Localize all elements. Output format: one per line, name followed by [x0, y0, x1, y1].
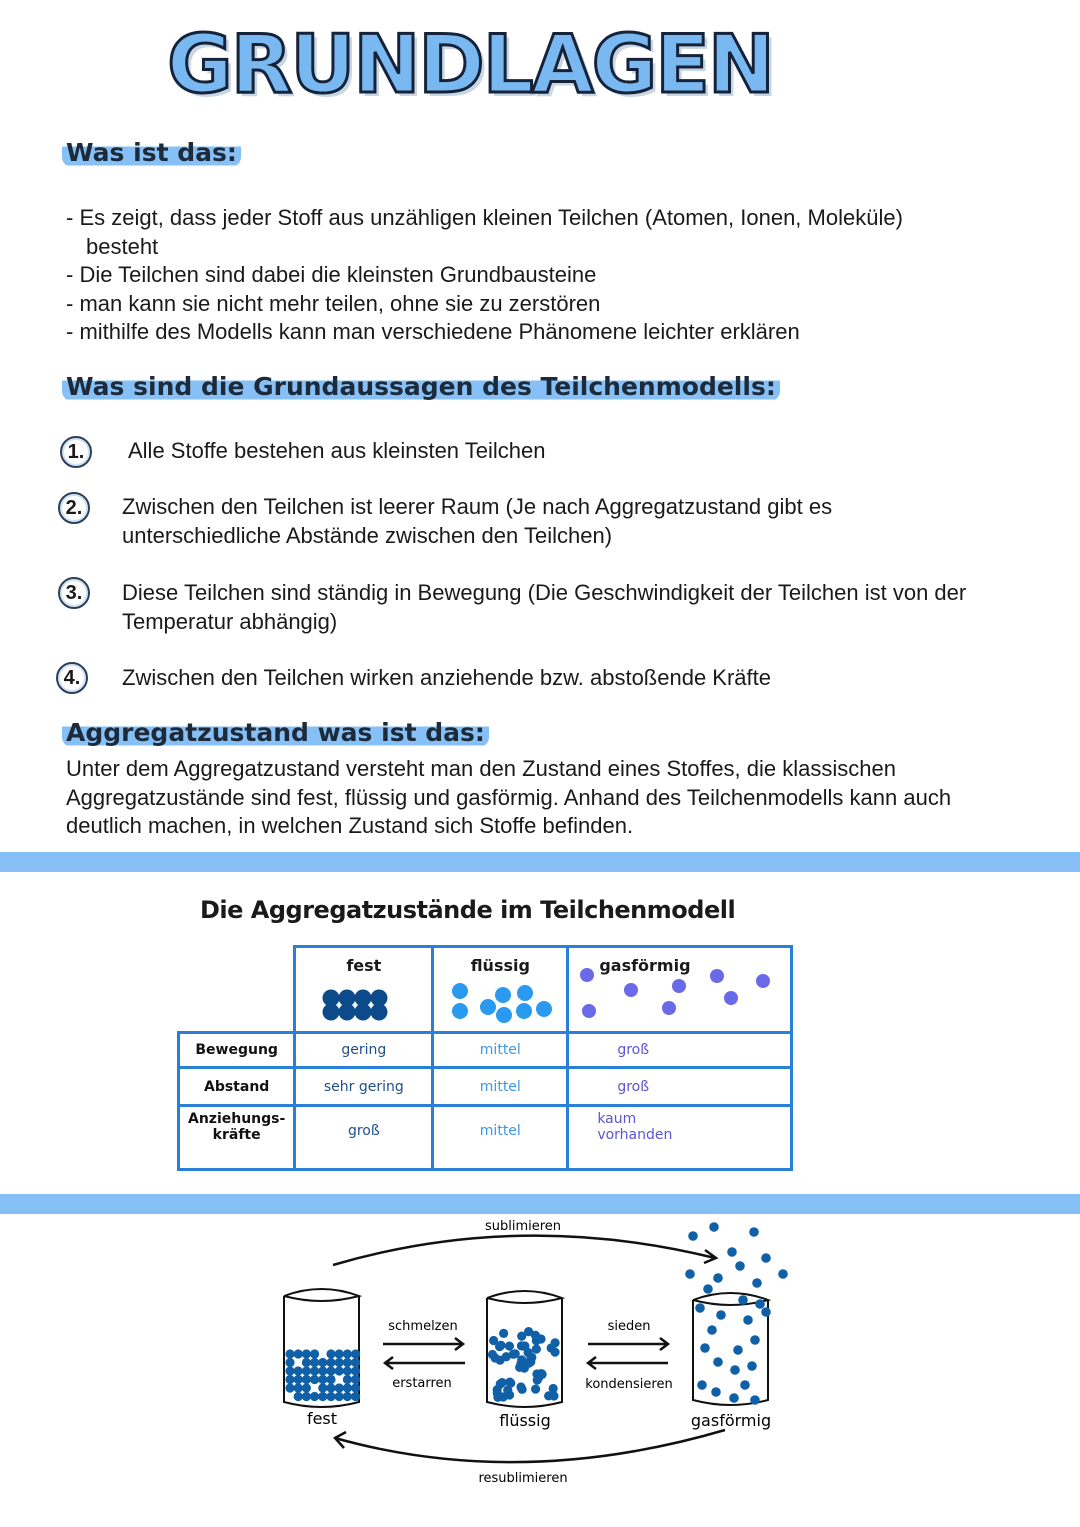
- particle: [294, 1349, 303, 1358]
- particle: [302, 1358, 311, 1367]
- particle: [582, 1004, 596, 1018]
- particle: [302, 1366, 311, 1375]
- number-badge: 3.: [58, 577, 90, 609]
- sublimieren-arrow: [333, 1236, 715, 1265]
- particle: [310, 1366, 319, 1375]
- particle: [318, 1383, 327, 1392]
- particle: [707, 1325, 717, 1335]
- heading-basic-statements: Was sind die Grundaussagen des Teilchenmodells:: [62, 372, 780, 401]
- particle: [452, 983, 468, 999]
- particle: [343, 1349, 352, 1358]
- particle: [685, 1269, 695, 1279]
- table-row: Abstand sehr gering mittel groß: [179, 1068, 792, 1106]
- particle: [326, 1358, 335, 1367]
- particle: [335, 1383, 344, 1392]
- particle: [285, 1366, 294, 1375]
- particle: [747, 1361, 757, 1371]
- number-badge: 4.: [56, 662, 88, 694]
- aggregate-state-text: Unter dem Aggregatzustand versteht man den Zustand eines Stoffes, die klassischen Aggregatzustände sind fest, flüssig und gasförmig. Anhand des Teilchenmodells kann auch deutlich machen, in welchen Zustand sich Stoffe befinden.: [66, 756, 952, 838]
- sieden-arrow: [588, 1338, 668, 1350]
- particle: [351, 1366, 360, 1375]
- particle: [343, 1392, 352, 1401]
- particle: [302, 1383, 311, 1392]
- particle: [499, 1329, 508, 1338]
- particle: [294, 1392, 303, 1401]
- particle: [318, 1358, 327, 1367]
- particle: [489, 1336, 498, 1345]
- particle: [534, 1373, 543, 1382]
- particle: [531, 1385, 540, 1394]
- table-row: Anziehungs-kräfte groß mittel kaum vorhanden: [179, 1106, 792, 1170]
- particle: [326, 1392, 335, 1401]
- solid-particles-icon: [321, 988, 391, 1023]
- particle: [480, 999, 496, 1015]
- particle: [724, 991, 738, 1005]
- label-sublimieren: sublimieren: [484, 1219, 562, 1234]
- particle: [756, 974, 770, 988]
- particle: [749, 1227, 759, 1237]
- particle: [703, 1284, 713, 1294]
- kondensieren-arrow: [588, 1357, 668, 1369]
- statement-text: Zwischen den Teilchen ist leerer Raum (Je nach Aggregatzustand gibt es unterschiedliche Abstände zwischen den Teilchen): [122, 494, 833, 548]
- particle: [743, 1315, 753, 1325]
- statement-text: Diese Teilchen sind ständig in Bewegung (Die Geschwindigkeit der Teilchen ist von der Temperatur abhängig): [122, 580, 967, 634]
- particle: [302, 1349, 311, 1358]
- particle: [493, 1393, 502, 1402]
- col-header-fest: fest: [295, 947, 433, 1033]
- particle: [343, 1358, 352, 1367]
- bullet: - Die Teilchen sind dabei die kleinsten Grundbausteine: [66, 262, 597, 287]
- bullet: - Es zeigt, dass jeder Stoff aus unzähligen kleinen Teilchen (Atomen, Ionen, Moleküle): [66, 205, 903, 230]
- heading-what-is-it: Was ist das:: [62, 138, 241, 167]
- state-label-fluessig: flüssig: [499, 1411, 551, 1430]
- state-transition-diagram: [0, 1210, 1080, 1510]
- particle: [518, 1341, 527, 1350]
- particle: [318, 1392, 327, 1401]
- particle: [323, 1004, 340, 1021]
- label-sieden: sieden: [607, 1319, 651, 1334]
- particle: [697, 1380, 707, 1390]
- particle: [532, 1344, 541, 1353]
- particle: [729, 1393, 739, 1403]
- particle: [335, 1358, 344, 1367]
- particle: [326, 1366, 335, 1375]
- schmelzen-arrow: [383, 1338, 463, 1350]
- particle: [351, 1358, 360, 1367]
- particle: [310, 1375, 319, 1384]
- particle: [502, 1352, 511, 1361]
- bullet-continuation: besteht: [86, 233, 159, 259]
- particle: [318, 1375, 327, 1384]
- heading-aggregate-state: Aggregatzustand was ist das:: [62, 718, 489, 747]
- state-label-fest: fest: [306, 1409, 338, 1428]
- liquid-particles-icon: [446, 983, 566, 1031]
- particle: [326, 1349, 335, 1358]
- particle: [517, 1355, 526, 1364]
- particle: [755, 1299, 765, 1309]
- table-row: Bewegung gering mittel groß: [179, 1033, 792, 1068]
- particle: [351, 1349, 360, 1358]
- particle: [709, 1222, 719, 1232]
- particle: [750, 1335, 760, 1345]
- particle: [727, 1247, 737, 1257]
- particle: [735, 1261, 745, 1271]
- statement-text: Zwischen den Teilchen wirken anziehende bzw. abstoßende Kräfte: [122, 665, 771, 690]
- particle: [343, 1375, 352, 1384]
- particle: [662, 1001, 676, 1015]
- intro-bullets: [66, 204, 1026, 347]
- particle: [778, 1269, 788, 1279]
- particle: [716, 1310, 726, 1320]
- particle: [752, 1278, 762, 1288]
- particle: [326, 1375, 335, 1384]
- particle: [524, 1327, 533, 1336]
- particle: [371, 1004, 388, 1021]
- label-kondensieren: kondensieren: [585, 1377, 673, 1392]
- particle: [294, 1375, 303, 1384]
- particle: [740, 1380, 750, 1390]
- particle: [526, 1357, 535, 1366]
- particle: [536, 1001, 552, 1017]
- particle: [351, 1383, 360, 1392]
- particle: [355, 1004, 372, 1021]
- particle: [496, 1007, 512, 1023]
- particle: [294, 1366, 303, 1375]
- resublimieren-arrow: [335, 1430, 725, 1462]
- particle: [505, 1341, 514, 1350]
- gas-particles-icon: [569, 958, 789, 1032]
- particle: [624, 983, 638, 997]
- particle: [711, 1387, 721, 1397]
- particle: [505, 1378, 514, 1387]
- statement-text: Alle Stoffe bestehen aus kleinsten Teilchen: [128, 438, 546, 463]
- particle: [495, 987, 511, 1003]
- particle: [733, 1345, 743, 1355]
- particle: [505, 1390, 514, 1399]
- particle: [310, 1392, 319, 1401]
- particle: [688, 1231, 698, 1241]
- particle: [335, 1366, 344, 1375]
- particle: [761, 1307, 771, 1317]
- particle: [695, 1303, 705, 1313]
- particle: [335, 1392, 344, 1401]
- bullet: - man kann sie nicht mehr teilen, ohne sie zu zerstören: [66, 290, 601, 316]
- particle: [730, 1365, 740, 1375]
- col-header-gas: gasförmig: [568, 947, 792, 1033]
- particle: [343, 1366, 352, 1375]
- col-header-fluessig: flüssig: [433, 947, 568, 1033]
- particle: [294, 1383, 303, 1392]
- particle: [302, 1375, 311, 1384]
- particle: [713, 1273, 723, 1283]
- particle: [750, 1395, 760, 1405]
- label-schmelzen: schmelzen: [388, 1319, 458, 1334]
- state-label-gas: gasförmig: [690, 1411, 772, 1430]
- divider-band: [0, 852, 1080, 872]
- particle: [488, 1350, 497, 1359]
- particle: [285, 1375, 294, 1384]
- states-table: [177, 945, 793, 1171]
- bullet: - mithilfe des Modells kann man verschiedene Phänomene leichter erklären: [66, 319, 800, 344]
- particle: [343, 1383, 352, 1392]
- particle: [302, 1392, 311, 1401]
- particle: [672, 979, 686, 993]
- erstarren-arrow: [385, 1357, 465, 1369]
- number-badge: 1.: [60, 436, 92, 468]
- particle: [351, 1392, 360, 1401]
- particle: [335, 1349, 344, 1358]
- particle: [518, 1385, 527, 1394]
- particle: [710, 969, 724, 983]
- particle: [738, 1295, 748, 1305]
- particle: [310, 1349, 319, 1358]
- particle: [516, 1003, 532, 1019]
- particle: [285, 1349, 294, 1358]
- label-resublimieren: resublimieren: [478, 1471, 568, 1486]
- particle: [700, 1343, 710, 1353]
- particle: [339, 1004, 356, 1021]
- table-title: Die Aggregatzustände im Teilchenmodell: [200, 896, 736, 924]
- particle: [285, 1358, 294, 1367]
- particle: [713, 1357, 723, 1367]
- particle: [496, 1379, 505, 1388]
- page-title: GRUNDLAGEN: [167, 18, 773, 111]
- label-erstarren: erstarren: [392, 1376, 452, 1391]
- particle: [536, 1334, 545, 1343]
- particle: [549, 1384, 558, 1393]
- particle: [517, 985, 533, 1001]
- number-badge: 2.: [58, 492, 90, 524]
- particle: [326, 1383, 335, 1392]
- particle: [580, 968, 594, 982]
- particle: [351, 1375, 360, 1384]
- particle: [310, 1358, 319, 1367]
- particle: [452, 1003, 468, 1019]
- particle: [318, 1366, 327, 1375]
- particle: [761, 1253, 771, 1263]
- particle: [285, 1383, 294, 1392]
- particle: [547, 1343, 556, 1352]
